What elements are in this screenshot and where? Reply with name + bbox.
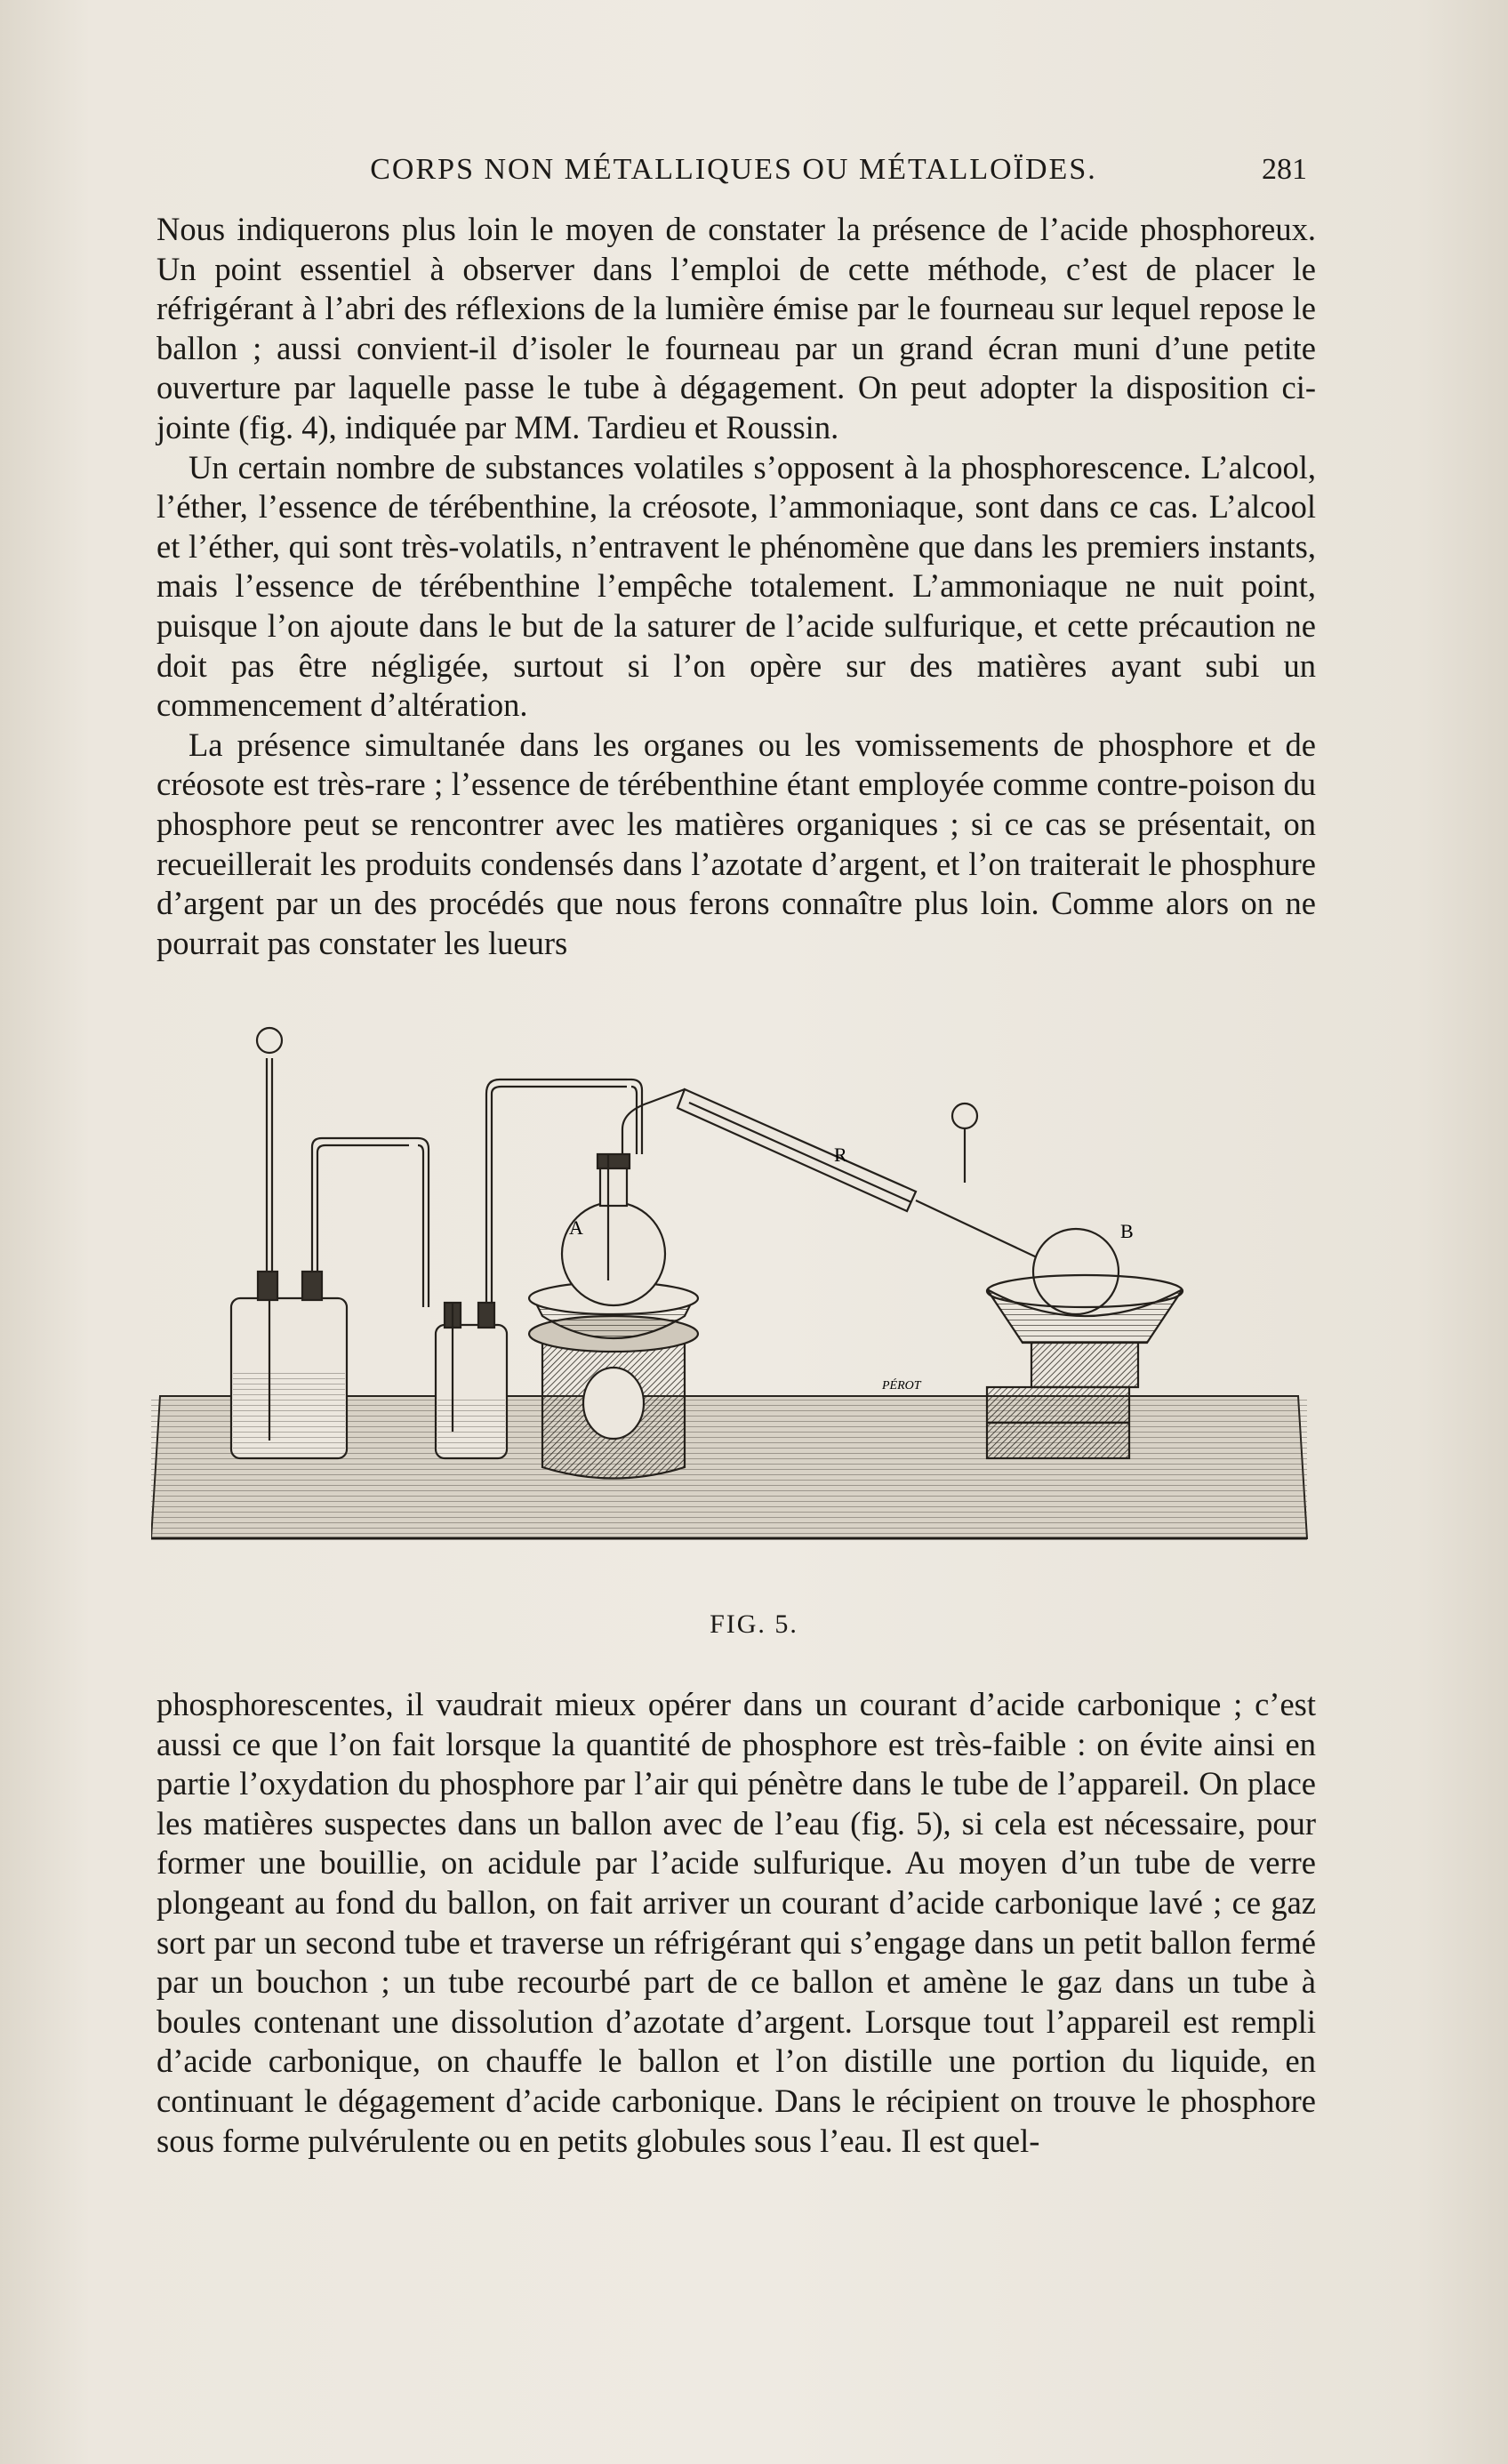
wash-bottle-large bbox=[231, 1028, 409, 1458]
figure-caption: FIG. 5. bbox=[710, 1609, 798, 1639]
furnace bbox=[529, 1282, 698, 1479]
label-b: B bbox=[1120, 1220, 1134, 1242]
figure-apparatus bbox=[151, 1005, 1325, 1592]
header-title: CORPS NON MÉTALLIQUES OU MÉTALLOÏDES. bbox=[370, 153, 1097, 186]
flask-a bbox=[562, 1080, 685, 1305]
running-header bbox=[160, 153, 1307, 197]
paragraph: La présence simultanée dans les organes ou les vomissements de phosphore et de créosote est très-rare ; l’essence de térébenthine étant employée comme contre-poison du phosphore peut se rencontrer avec les matières organiques ; si ce cas se présentait, on recueillerait les produits condensés dans l’azotate d’argent, et l’on traiterait le phosphure d’argent par un des procédés que nous ferons connaître plus loin. Comme alors on ne pourrait pas constater les lueurs bbox=[156, 726, 1316, 961]
paragraph: Un certain nombre de substances volatiles s’opposent à la phosphorescence. L’alcool, l’éther, l’essence de térébenthine, la créosote, l’ammoniaque, sont dans ce cas. L’alcool et l’éther, qui sont très-volatils, n’entravent le phénomène que dans les premiers instants, mais l’essence de térébenthine l’empêche totalement. L’ammoniaque ne nuit point, puisque l’on ajoute dans le but de la saturer de l’acide sulfurique, et cette précaution ne doit pas être négligée, surtout si l’on opère sur des matières ayant subi un commencement d’altération. bbox=[156, 448, 1316, 724]
text-block-top bbox=[156, 210, 1316, 963]
apparatus-illustration bbox=[151, 1005, 1325, 1592]
label-r: R bbox=[834, 1144, 847, 1166]
refrigerant-r bbox=[678, 1089, 1067, 1272]
engraver-signature: PÉROT bbox=[882, 1379, 921, 1393]
page-number: 281 bbox=[1262, 153, 1307, 186]
paragraph: phosphorescentes, il vaudrait mieux opérer dans un courant d’acide carbonique ; c’est aussi ce que l’on fait lorsque la quantité de phosphore est très-faible : on évite ainsi en partie l’oxydation du phosphore par l’air qui pénètre dans le tube de l’appareil. On place les matières suspectes dans un ballon avec de l’eau (fig. 5), si cela est nécessaire, pour former une bouillie, on acidule par l’acide sulfurique. Au moyen d’un tube de verre plongeant au fond du ballon, on fait arriver un courant d’acide carbonique lavé ; ce gaz sort par un second tube et traverse un réfrigérant qui s’engage dans un petit ballon fermé par un bouchon ; un tube recourbé part de ce ballon et amène le gaz dans un tube à boules contenant une dissolution d’azotate d’argent. Lorsque tout l’appareil est rempli d’acide carbonique, on chauffe le ballon et l’on distille une portion du liquide, en continuant le dégagement d’acide carbonique. Dans le récipient on trouve le phosphore sous forme pulvérulente ou en petits globules sous l’eau. Il est quel- bbox=[156, 1686, 1316, 2159]
paragraph: Nous indiquerons plus loin le moyen de constater la présence de l’acide phosphoreux. Un point essentiel à observer dans l’emploi de cette méthode, c’est de placer le réfrigérant à l’abri des réflexions de la lumière émise par le fourneau sur lequel repose le ballon ; aussi convient-il d’isoler le fourneau par un grand écran muni d’une petite ouverture par laquelle passe le tube à dégagement. On peut adopter la disposition ci-jointe (fig. 4), indiquée par MM. Tardieu et Roussin. bbox=[156, 211, 1316, 445]
label-a: A bbox=[569, 1216, 583, 1239]
text-block-bottom bbox=[156, 1685, 1316, 2161]
